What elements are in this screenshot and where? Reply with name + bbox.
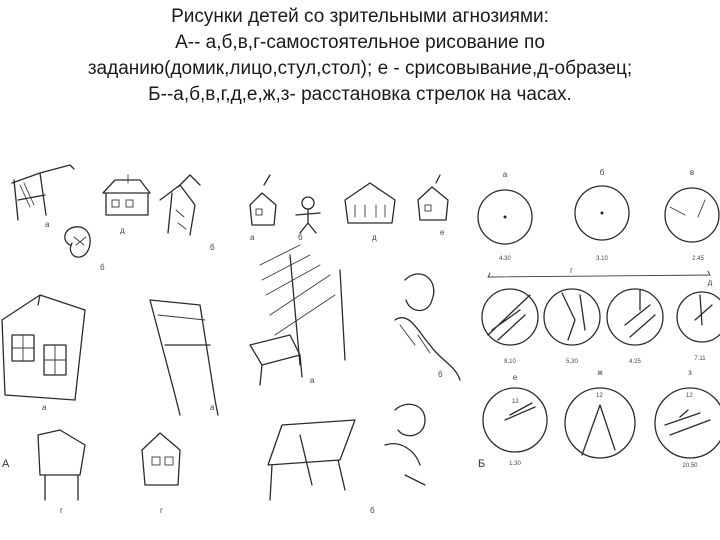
label-a-9: а <box>310 376 315 385</box>
clock-zh-numeral: 12 <box>596 393 603 399</box>
children-drawings-figure <box>0 145 720 540</box>
clock-z-numeral: 12 <box>686 393 693 399</box>
drawing-chair-scribble <box>260 245 345 365</box>
label-a-4: а <box>250 233 255 242</box>
panel-a-drawings <box>2 165 460 515</box>
label-a-14: г <box>160 506 163 515</box>
label-a-1: а <box>45 220 50 229</box>
title-line-2: А-- а,б,в,г-самостоятельное рисование по <box>175 32 545 53</box>
clock-group-label: г <box>570 266 573 275</box>
label-a-2: б <box>100 263 105 272</box>
clock-z <box>655 368 720 469</box>
label-a-3: д <box>120 226 125 235</box>
label-a-5: б <box>298 233 303 242</box>
drawing-house-sketch <box>12 165 74 220</box>
clock-g1 <box>482 289 538 365</box>
clock-e-time: 1.30 <box>509 461 521 467</box>
label-a-10: а <box>42 403 47 412</box>
clock-d-time: 7.11 <box>694 356 706 362</box>
clock-e-label: е <box>512 373 518 382</box>
drawing-table-large <box>268 420 355 500</box>
clock-zh <box>565 368 635 458</box>
clock-b <box>575 168 629 262</box>
clock-v <box>665 168 719 262</box>
clock-group-bracket <box>488 271 710 277</box>
drawing-face-scribble <box>65 227 90 257</box>
drawing-chair <box>150 300 218 415</box>
drawing-house-copy <box>345 183 395 223</box>
clock-b-time: 3.10 <box>596 256 608 262</box>
drawing-house-model <box>103 175 150 215</box>
clock-g3-time: 4.25 <box>629 359 641 365</box>
drawing-house-large <box>2 295 85 400</box>
clock-g2-time: 5.30 <box>566 359 578 365</box>
drawing-face-b <box>395 274 460 380</box>
title-line-4: Б--а,б,в,г,д,е,ж,з- расстановка стрелок на часах. <box>148 84 572 105</box>
clock-a <box>478 170 532 262</box>
section-label-a: А <box>2 458 10 470</box>
clock-zh-label: ж <box>597 368 603 377</box>
label-a-12: а <box>210 403 215 412</box>
clock-g1-time: 8.10 <box>504 359 516 365</box>
title-line-1: Рисунки детей со зрительными агнозиями: <box>171 6 549 27</box>
clock-d-label: д <box>707 278 713 287</box>
label-a-15: б <box>370 506 375 515</box>
clock-a-label: а <box>502 170 508 179</box>
clock-e <box>483 373 547 467</box>
section-label-b: Б <box>478 458 486 470</box>
label-a-6: д <box>372 233 377 242</box>
drawing-figure <box>296 197 320 233</box>
clock-b-label: б <box>599 168 605 177</box>
label-a-11: б <box>438 370 443 379</box>
clock-z-time: 20.50 <box>682 463 698 469</box>
drawing-house-g <box>142 433 180 485</box>
label-a-7: е <box>440 228 445 237</box>
slide-title <box>0 4 720 108</box>
clock-v-time: 2.45 <box>692 256 704 262</box>
clock-a-time: 4.30 <box>499 256 511 262</box>
clock-z-label: з <box>688 368 692 377</box>
drawing-house-right <box>418 175 448 220</box>
label-a-8: б <box>210 243 215 252</box>
panel-b-clocks <box>478 168 720 470</box>
clock-v-label: в <box>689 168 695 177</box>
clock-d <box>677 278 720 362</box>
clock-g3 <box>607 289 663 365</box>
title-line-3: заданию(домик,лицо,стул,стол); е - срисовывание,д-образец; <box>87 58 633 79</box>
drawing-face-bottom <box>385 404 425 485</box>
drawing-table-g <box>38 430 85 500</box>
drawing-table-a <box>250 335 302 385</box>
clock-g2 <box>544 289 600 365</box>
drawing-house-tilted <box>160 175 200 235</box>
label-a-13: г <box>60 506 63 515</box>
clock-e-numeral: 12 <box>512 399 519 405</box>
drawing-house-small <box>250 175 276 225</box>
